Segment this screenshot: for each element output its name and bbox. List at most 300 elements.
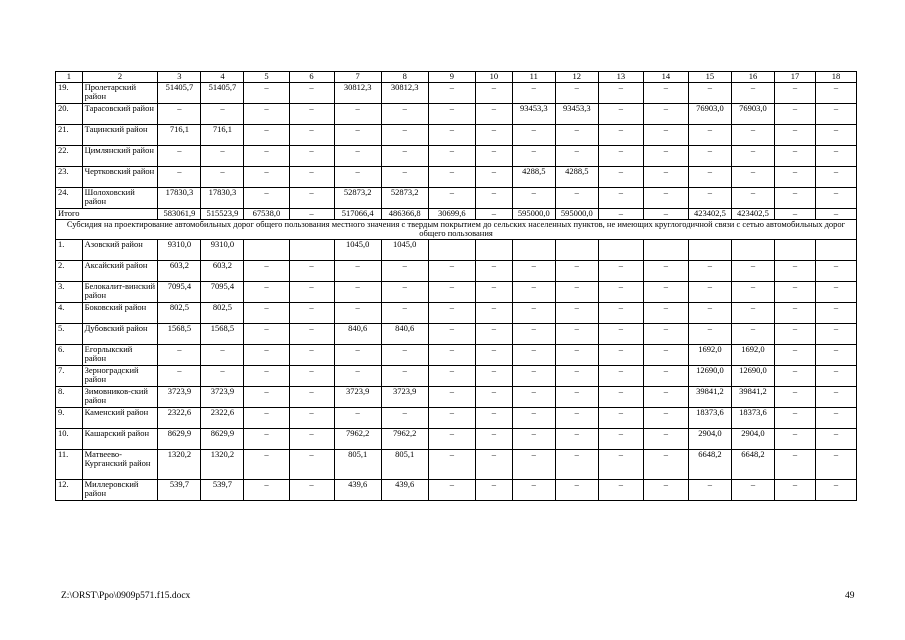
value-cell — [598, 239, 643, 260]
value-cell: – — [289, 82, 334, 103]
value-cell: – — [475, 187, 512, 208]
value-cell: – — [774, 124, 815, 145]
value-cell: – — [555, 302, 598, 323]
value-cell — [774, 239, 815, 260]
value-cell: – — [381, 344, 428, 365]
value-cell: – — [334, 260, 381, 281]
value-cell: – — [381, 145, 428, 166]
value-cell: – — [598, 187, 643, 208]
value-cell: – — [774, 323, 815, 344]
value-cell: 39841,2 — [688, 386, 731, 407]
value-cell: 840,6 — [381, 323, 428, 344]
column-number-cell: 17 — [774, 72, 815, 83]
value-cell: – — [512, 344, 555, 365]
value-cell: – — [688, 145, 731, 166]
value-cell: – — [598, 407, 643, 428]
value-cell: – — [512, 323, 555, 344]
value-cell: – — [334, 166, 381, 187]
value-cell: – — [334, 407, 381, 428]
value-cell: – — [643, 323, 688, 344]
row-number: 3. — [56, 281, 83, 302]
value-cell: – — [334, 281, 381, 302]
row-number: 24. — [56, 187, 83, 208]
value-cell: – — [643, 260, 688, 281]
value-cell: – — [555, 449, 598, 479]
value-cell: 51405,7 — [158, 82, 201, 103]
total-value-cell: 595000,0 — [512, 208, 555, 219]
value-cell: – — [289, 323, 334, 344]
column-number-cell: 1 — [56, 72, 83, 83]
value-cell: – — [475, 302, 512, 323]
value-cell: – — [381, 407, 428, 428]
value-cell: – — [475, 82, 512, 103]
value-cell: 3723,9 — [381, 386, 428, 407]
value-cell: – — [244, 386, 289, 407]
value-cell: – — [428, 145, 475, 166]
value-cell: – — [428, 479, 475, 500]
total-label: Итого — [56, 208, 158, 219]
value-cell: – — [428, 166, 475, 187]
value-cell: – — [289, 365, 334, 386]
district-name: Егорлыкский район — [82, 344, 158, 365]
value-cell: – — [334, 302, 381, 323]
value-cell: – — [512, 449, 555, 479]
table-row — [56, 344, 857, 365]
value-cell: – — [201, 166, 244, 187]
value-cell: – — [428, 449, 475, 479]
value-cell — [643, 239, 688, 260]
table-row — [56, 103, 857, 124]
value-cell: – — [428, 260, 475, 281]
row-number: 9. — [56, 407, 83, 428]
value-cell: – — [512, 281, 555, 302]
value-cell: – — [688, 82, 731, 103]
value-cell: 12690,0 — [688, 365, 731, 386]
row-number: 19. — [56, 82, 83, 103]
district-name: Белокалит-винский район — [82, 281, 158, 302]
value-cell: 2904,0 — [688, 428, 731, 449]
value-cell: – — [688, 166, 731, 187]
table-row — [56, 449, 857, 479]
value-cell: 3723,9 — [334, 386, 381, 407]
total-value-cell: 67538,0 — [244, 208, 289, 219]
value-cell: – — [475, 386, 512, 407]
value-cell: 12690,0 — [731, 365, 774, 386]
value-cell: 716,1 — [158, 124, 201, 145]
value-cell: – — [643, 479, 688, 500]
column-number-cell: 10 — [475, 72, 512, 83]
value-cell: – — [598, 302, 643, 323]
value-cell: 7095,4 — [201, 281, 244, 302]
value-cell: – — [381, 260, 428, 281]
page-number: 49 — [845, 591, 855, 601]
column-number-cell: 7 — [334, 72, 381, 83]
total-value-cell: 595000,0 — [555, 208, 598, 219]
table-row — [56, 187, 857, 208]
value-cell: 1320,2 — [158, 449, 201, 479]
value-cell: – — [815, 344, 856, 365]
value-cell: 6648,2 — [688, 449, 731, 479]
table-row — [56, 166, 857, 187]
value-cell: 2904,0 — [731, 428, 774, 449]
column-number-row — [56, 72, 857, 83]
value-cell: 18373,6 — [731, 407, 774, 428]
value-cell — [289, 239, 334, 260]
table-row — [56, 281, 857, 302]
value-cell: – — [289, 281, 334, 302]
value-cell: 18373,6 — [688, 407, 731, 428]
value-cell: – — [289, 344, 334, 365]
section-title: Субсидия на проектирование автомобильных дорог общего пользования местного значения с твердым покрытием до сельских населенных пунктов, не имеющих круглогодичной связи с сетью автомобильных дорог общего пользования — [56, 219, 857, 239]
value-cell: – — [598, 124, 643, 145]
value-cell: – — [244, 302, 289, 323]
value-cell: – — [244, 479, 289, 500]
row-number: 2. — [56, 260, 83, 281]
value-cell: – — [428, 124, 475, 145]
value-cell: – — [598, 344, 643, 365]
value-cell: 76903,0 — [731, 103, 774, 124]
district-name: Пролетарский район — [82, 82, 158, 103]
value-cell: – — [643, 187, 688, 208]
row-number: 11. — [56, 449, 83, 479]
row-number: 5. — [56, 323, 83, 344]
total-value-cell: – — [598, 208, 643, 219]
value-cell: – — [731, 302, 774, 323]
value-cell: 439,6 — [334, 479, 381, 500]
value-cell: – — [289, 187, 334, 208]
district-name: Чертковский район — [82, 166, 158, 187]
value-cell: – — [815, 124, 856, 145]
value-cell: – — [555, 428, 598, 449]
value-cell: 1568,5 — [201, 323, 244, 344]
value-cell: – — [688, 187, 731, 208]
value-cell: 439,6 — [381, 479, 428, 500]
value-cell: – — [512, 124, 555, 145]
value-cell — [815, 239, 856, 260]
value-cell: – — [512, 187, 555, 208]
row-number: 20. — [56, 103, 83, 124]
value-cell: – — [815, 449, 856, 479]
total-value-cell: 423402,5 — [688, 208, 731, 219]
value-cell: – — [688, 302, 731, 323]
total-value-cell: – — [475, 208, 512, 219]
value-cell: – — [428, 344, 475, 365]
value-cell: – — [475, 344, 512, 365]
table-row — [56, 479, 857, 500]
column-number-cell: 12 — [555, 72, 598, 83]
district-name: Тацинский район — [82, 124, 158, 145]
value-cell: – — [555, 323, 598, 344]
value-cell: 30812,3 — [381, 82, 428, 103]
value-cell: – — [381, 365, 428, 386]
column-number-cell: 15 — [688, 72, 731, 83]
column-number-cell: 4 — [201, 72, 244, 83]
value-cell: – — [512, 82, 555, 103]
value-cell: – — [598, 145, 643, 166]
value-cell — [428, 239, 475, 260]
value-cell: – — [815, 187, 856, 208]
value-cell: 8629,9 — [158, 428, 201, 449]
value-cell: 6648,2 — [731, 449, 774, 479]
value-cell: – — [555, 82, 598, 103]
value-cell: – — [598, 260, 643, 281]
value-cell: – — [731, 323, 774, 344]
district-name: Каменский район — [82, 407, 158, 428]
district-name: Матвеево-Курганский район — [82, 449, 158, 479]
value-cell: – — [289, 449, 334, 479]
value-cell: – — [598, 479, 643, 500]
section-title-row — [56, 219, 857, 239]
value-cell: – — [774, 479, 815, 500]
value-cell: – — [815, 323, 856, 344]
total-value-cell: 515523,9 — [201, 208, 244, 219]
value-cell: – — [731, 187, 774, 208]
value-cell: 2322,6 — [201, 407, 244, 428]
value-cell: – — [643, 302, 688, 323]
total-value-cell: – — [815, 208, 856, 219]
value-cell: – — [475, 449, 512, 479]
row-number: 23. — [56, 166, 83, 187]
value-cell: 1045,0 — [381, 239, 428, 260]
value-cell: – — [244, 166, 289, 187]
district-name: Тарасовский район — [82, 103, 158, 124]
value-cell: – — [512, 428, 555, 449]
value-cell: – — [731, 281, 774, 302]
value-cell: – — [555, 145, 598, 166]
value-cell — [688, 239, 731, 260]
value-cell: – — [643, 428, 688, 449]
value-cell: – — [643, 386, 688, 407]
total-value-cell: 486366,8 — [381, 208, 428, 219]
total-value-cell: 423402,5 — [731, 208, 774, 219]
value-cell: – — [555, 479, 598, 500]
value-cell — [731, 239, 774, 260]
value-cell: 93453,3 — [555, 103, 598, 124]
value-cell: 539,7 — [158, 479, 201, 500]
value-cell: 9310,0 — [158, 239, 201, 260]
value-cell: – — [158, 145, 201, 166]
value-cell: 603,2 — [201, 260, 244, 281]
value-cell: 603,2 — [158, 260, 201, 281]
value-cell: – — [289, 302, 334, 323]
value-cell: 1320,2 — [201, 449, 244, 479]
column-number-cell: 14 — [643, 72, 688, 83]
value-cell: – — [158, 344, 201, 365]
table-row — [56, 407, 857, 428]
value-cell: – — [244, 428, 289, 449]
value-cell: – — [512, 407, 555, 428]
value-cell: – — [815, 479, 856, 500]
value-cell: – — [643, 103, 688, 124]
column-number-cell: 5 — [244, 72, 289, 83]
district-name: Дубовский район — [82, 323, 158, 344]
value-cell: 4288,5 — [555, 166, 598, 187]
value-cell: – — [643, 145, 688, 166]
value-cell: – — [381, 302, 428, 323]
total-value-cell: 583061,9 — [158, 208, 201, 219]
value-cell: – — [158, 103, 201, 124]
value-cell: – — [774, 365, 815, 386]
value-cell: – — [598, 386, 643, 407]
value-cell: – — [289, 260, 334, 281]
value-cell: – — [289, 166, 334, 187]
value-cell: 1692,0 — [688, 344, 731, 365]
budget-table — [55, 71, 857, 501]
value-cell: – — [555, 260, 598, 281]
value-cell: – — [512, 145, 555, 166]
value-cell: – — [289, 103, 334, 124]
value-cell: 1045,0 — [334, 239, 381, 260]
value-cell: – — [598, 82, 643, 103]
value-cell: – — [428, 302, 475, 323]
row-number: 1. — [56, 239, 83, 260]
district-name: Зимовников-ский район — [82, 386, 158, 407]
value-cell: – — [774, 145, 815, 166]
total-value-cell: 30699,6 — [428, 208, 475, 219]
value-cell: – — [289, 124, 334, 145]
value-cell: – — [244, 103, 289, 124]
value-cell: – — [428, 323, 475, 344]
value-cell: 51405,7 — [201, 82, 244, 103]
district-name: Цимлянский район — [82, 145, 158, 166]
value-cell: – — [598, 103, 643, 124]
value-cell: – — [475, 260, 512, 281]
table-row — [56, 82, 857, 103]
value-cell — [555, 239, 598, 260]
column-number-cell: 13 — [598, 72, 643, 83]
value-cell: – — [289, 386, 334, 407]
value-cell: – — [512, 479, 555, 500]
value-cell: – — [475, 365, 512, 386]
total-value-cell: – — [289, 208, 334, 219]
value-cell: – — [512, 302, 555, 323]
value-cell: 1692,0 — [731, 344, 774, 365]
value-cell: – — [555, 124, 598, 145]
value-cell: – — [598, 449, 643, 479]
value-cell: – — [598, 365, 643, 386]
value-cell: – — [774, 449, 815, 479]
column-number-cell: 3 — [158, 72, 201, 83]
value-cell: – — [555, 344, 598, 365]
column-number-cell: 16 — [731, 72, 774, 83]
value-cell: – — [688, 260, 731, 281]
table-row — [56, 302, 857, 323]
footer-file-path: Z:\ORST\Ppo\0909p571.f15.docx — [61, 591, 191, 601]
value-cell: – — [381, 103, 428, 124]
value-cell: – — [158, 365, 201, 386]
value-cell: – — [334, 365, 381, 386]
value-cell: – — [475, 145, 512, 166]
value-cell: 805,1 — [334, 449, 381, 479]
table-row — [56, 386, 857, 407]
value-cell: 17830,3 — [201, 187, 244, 208]
value-cell: – — [512, 386, 555, 407]
value-cell: – — [244, 145, 289, 166]
value-cell: – — [475, 166, 512, 187]
value-cell: – — [815, 281, 856, 302]
value-cell: – — [428, 281, 475, 302]
value-cell: – — [475, 281, 512, 302]
value-cell: – — [428, 187, 475, 208]
row-number: 22. — [56, 145, 83, 166]
value-cell: 4288,5 — [512, 166, 555, 187]
value-cell: 76903,0 — [688, 103, 731, 124]
value-cell: – — [643, 281, 688, 302]
value-cell: – — [244, 124, 289, 145]
value-cell: 3723,9 — [158, 386, 201, 407]
value-cell — [475, 239, 512, 260]
value-cell: – — [731, 260, 774, 281]
column-number-cell: 11 — [512, 72, 555, 83]
table-row — [56, 323, 857, 344]
value-cell: – — [815, 166, 856, 187]
value-cell: 716,1 — [201, 124, 244, 145]
district-name: Азовский район — [82, 239, 158, 260]
value-cell: – — [244, 281, 289, 302]
value-cell: – — [774, 166, 815, 187]
value-cell: – — [381, 124, 428, 145]
value-cell: 3723,9 — [201, 386, 244, 407]
value-cell: 30812,3 — [334, 82, 381, 103]
value-cell: – — [774, 407, 815, 428]
value-cell: – — [643, 166, 688, 187]
value-cell: – — [731, 124, 774, 145]
value-cell: – — [512, 365, 555, 386]
value-cell: 1568,5 — [158, 323, 201, 344]
value-cell: 39841,2 — [731, 386, 774, 407]
value-cell — [244, 239, 289, 260]
value-cell: – — [475, 479, 512, 500]
total-row — [56, 208, 857, 219]
value-cell: – — [774, 187, 815, 208]
value-cell: – — [688, 281, 731, 302]
value-cell: 52873,2 — [381, 187, 428, 208]
value-cell: 539,7 — [201, 479, 244, 500]
column-number-cell: 9 — [428, 72, 475, 83]
value-cell: – — [774, 344, 815, 365]
value-cell: – — [381, 166, 428, 187]
value-cell: – — [334, 145, 381, 166]
value-cell: 802,5 — [201, 302, 244, 323]
value-cell: – — [428, 103, 475, 124]
value-cell: 7962,2 — [334, 428, 381, 449]
value-cell: 7962,2 — [381, 428, 428, 449]
value-cell: – — [815, 407, 856, 428]
total-value-cell: – — [774, 208, 815, 219]
value-cell: – — [815, 302, 856, 323]
column-number-cell: 8 — [381, 72, 428, 83]
column-number-cell: 2 — [82, 72, 158, 83]
value-cell: – — [688, 124, 731, 145]
value-cell: 7095,4 — [158, 281, 201, 302]
total-value-cell: – — [643, 208, 688, 219]
district-name: Кашарский район — [82, 428, 158, 449]
value-cell: 2322,6 — [158, 407, 201, 428]
district-name: Боковский район — [82, 302, 158, 323]
value-cell: – — [244, 407, 289, 428]
district-name: Шолоховский район — [82, 187, 158, 208]
value-cell: – — [244, 365, 289, 386]
value-cell: – — [643, 365, 688, 386]
value-cell: – — [598, 428, 643, 449]
value-cell: – — [201, 145, 244, 166]
value-cell: – — [598, 281, 643, 302]
value-cell: – — [815, 386, 856, 407]
column-number-cell: 6 — [289, 72, 334, 83]
value-cell: 52873,2 — [334, 187, 381, 208]
value-cell: – — [334, 344, 381, 365]
value-cell: – — [244, 344, 289, 365]
